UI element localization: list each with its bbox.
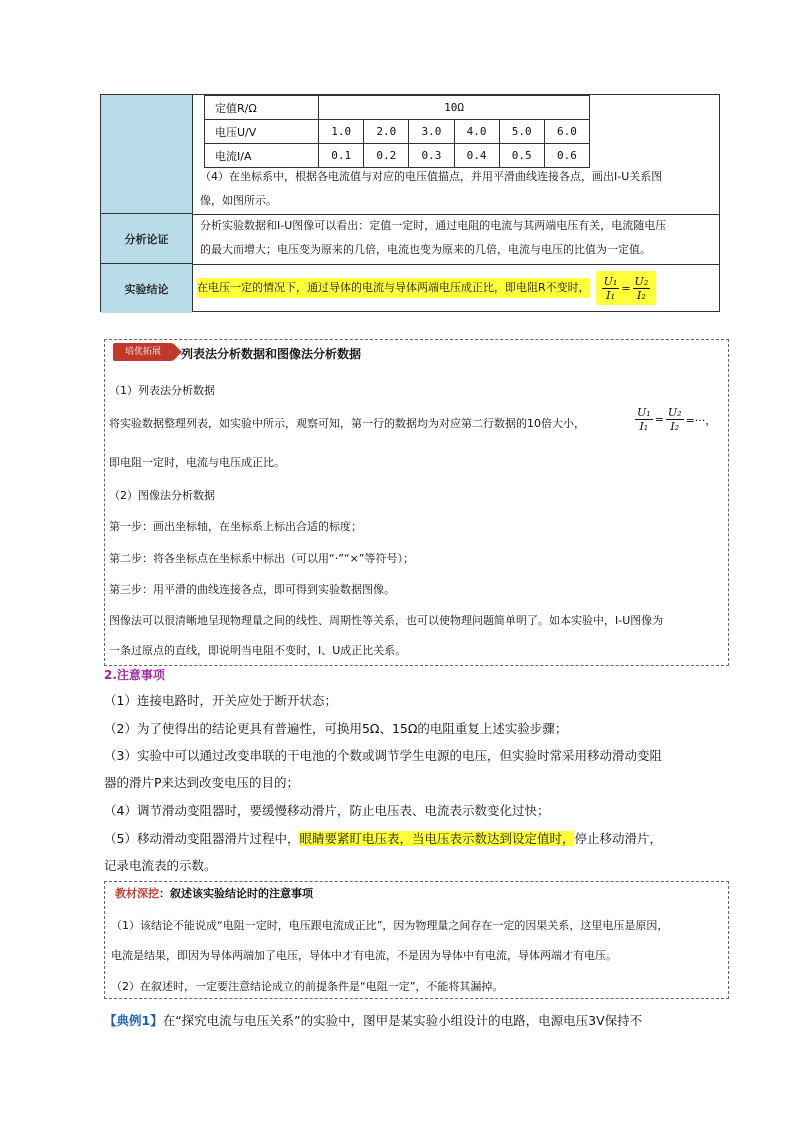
extension-box <box>104 339 729 666</box>
note-5-line2: 记录电流表的示数。 <box>104 858 217 873</box>
fraction: $\frac{\text{U₂}}{\text{I₂}}$ <box>634 274 649 302</box>
fraction: $\frac{\text{U₁}}{\text{I₁}}$ <box>603 274 618 302</box>
note-2: （2）为了使得出的结论更具有普遍性，可换用5Ω、15Ω的电阻重复上述实验步骤； <box>104 721 568 736</box>
table-cell: 2.0 <box>364 120 409 144</box>
analysis-line2: 的最大而增大；电压变为原来的几倍，电流也变为原来的几倍，电流与电压的比值为一定值。 <box>200 243 651 256</box>
example-line: 【典例1】在“探究电流与电压关系”的实验中，图甲是某实验小组设计的电路，电源电压3V保持不 <box>104 1013 643 1028</box>
graph-step3: 第三步：用平滑的曲线连接各点，即可得到实验数据图像。 <box>109 583 395 596</box>
list-method-text: 将实验数据整理列表，如实验中所示，观察可知，第一行的数据均为对应第二行数据的10倍大小， <box>109 417 585 430</box>
highlight: 眼睛要紧盯电压表，当电压表示数达到设定值时， <box>299 831 575 846</box>
table-left-column <box>101 95 193 311</box>
experiment-table <box>100 94 720 312</box>
table-cell: 0.3 <box>409 144 454 168</box>
table-cell: 电压U/V <box>205 120 319 144</box>
textbook-title: 教材深挖：叙述该实验结论时的注意事项 <box>115 887 313 900</box>
note-3-line1: （3）实验中可以通过改变串联的干电池的个数或调节学生电源的电压，但实验时常采用移动滑动变阻 <box>104 748 662 763</box>
table-cell: 电流I/A <box>205 144 319 168</box>
note-5-line1: （5）移动滑动变阻器滑片过程中，眼睛要紧盯电压表，当电压表示数达到设定值时，停止移动滑片， <box>104 831 662 846</box>
conclusion-text: 在电压一定的情况下，通过导体的电流与导体两端电压成正比，即电阻R不变时， <box>197 278 590 298</box>
notes-title: 2.注意事项 <box>104 668 165 682</box>
graph-step2: 第二步：将各坐标点在坐标系中标出（可以用“·”“×”等符号）； <box>109 552 415 565</box>
note-3-line2: 器的滑片P来达到改变电压的目的； <box>104 775 300 790</box>
conclusion-label: 实验结论 <box>124 282 169 296</box>
table-row <box>205 120 590 144</box>
list-method-formula: $\frac{\text{U₁}}{\text{I₁}}$ = $\frac{\text{U₂}}{\text{I₂}}$ =···， <box>637 406 717 433</box>
step4-line2: 像，如图所示。 <box>200 194 277 207</box>
graph-method-text1: 图像法可以很清晰地呈现物理量之间的线性、周期性等关系，也可以使物理问题简单明了。如本实验中，I-U图像为 <box>109 614 664 627</box>
fraction: $\frac{\text{U₁}}{\text{I₁}}$ <box>637 406 651 433</box>
extension-title: 列表法分析数据和图像法分析数据 <box>181 347 362 361</box>
textbook-box <box>104 881 729 999</box>
graph-step1: 第一步：画出坐标轴，在坐标系上标出合适的标度； <box>109 520 362 533</box>
analysis-label: 分析论证 <box>124 232 169 246</box>
table-row <box>205 144 590 168</box>
textbook-p2: （2）在叙述时，一定要注意结论成立的前提条件是“电阻一定”，不能将其漏掉。 <box>111 980 504 993</box>
conclusion-row <box>197 271 656 305</box>
table-cell: 定值R/Ω <box>205 96 319 120</box>
table-cell: 0.4 <box>454 144 499 168</box>
graph-method-subtitle: （2）图像法分析数据 <box>109 489 215 502</box>
table-cell: 0.1 <box>319 144 364 168</box>
step4-line1: （4）在坐标系中，根据各电流值与对应的电压值描点，并用平滑曲线连接各点，画出I-U关系图 <box>200 170 663 183</box>
data-table <box>204 95 590 168</box>
table-left-cell-blank <box>101 95 192 214</box>
row-divider <box>193 264 719 265</box>
table-cell: 1.0 <box>319 120 364 144</box>
table-cell: 10Ω <box>319 96 590 120</box>
table-cell: 0.5 <box>499 144 544 168</box>
textbook-p1-line2: 电流是结果，即因为导体两端加了电压，导体中才有电流，不是因为导体中有电流，导体两端才有电压。 <box>111 949 617 962</box>
example-tag: 【典例1】 <box>104 1013 163 1028</box>
table-cell: 0.2 <box>364 144 409 168</box>
extension-tag: 培优拓展 <box>113 343 173 361</box>
table-row <box>205 96 590 120</box>
table-cell: 5.0 <box>499 120 544 144</box>
graph-method-text2: 一条过原点的直线，即说明当电阻不变时，I、U成正比关系。 <box>109 644 407 657</box>
table-cell: 6.0 <box>544 120 589 144</box>
fraction: $\frac{\text{U₂}}{\text{I₂}}$ <box>667 406 682 433</box>
list-method-conclusion: 即电阻一定时，电流与电压成正比。 <box>109 456 285 469</box>
textbook-p1-line1: （1）该结论不能说成“电阻一定时，电压跟电流成正比”，因为物理量之间存在一定的因果关系，这里电压是原因， <box>111 919 669 932</box>
table-left-cell-analysis <box>101 214 192 264</box>
analysis-line1: 分析实验数据和I-U图像可以看出：定值一定时，通过电阻的电流与其两端电压有关，电流随电压 <box>200 219 667 232</box>
conclusion-formula: $\frac{\text{U₁}}{\text{I₁}}$ = $\frac{\text{U₂}}{\text{I₂}}$ <box>596 271 657 305</box>
table-left-cell-conclusion <box>101 264 192 313</box>
table-cell: 3.0 <box>409 120 454 144</box>
note-4: （4）调节滑动变阻器时，要缓慢移动滑片，防止电压表、电流表示数变化过快； <box>104 803 550 818</box>
list-method-subtitle: （1）列表法分析数据 <box>109 384 215 397</box>
table-cell: 0.6 <box>544 144 589 168</box>
note-1: （1）连接电路时，开关应处于断开状态； <box>104 693 337 708</box>
table-cell: 4.0 <box>454 120 499 144</box>
